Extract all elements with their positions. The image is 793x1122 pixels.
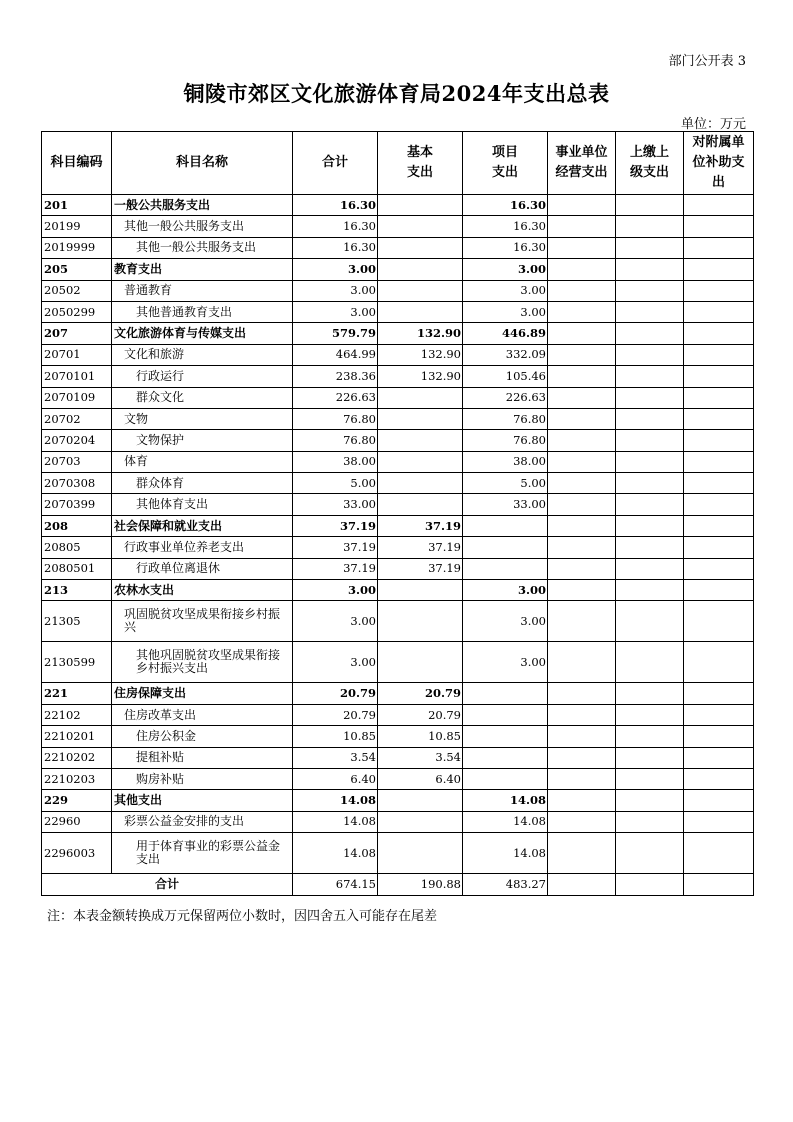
row-name: 住房公积金 — [112, 726, 293, 747]
row-subsidy — [684, 451, 754, 472]
row-project — [463, 683, 548, 704]
row-subsidy — [684, 430, 754, 451]
row-name: 其他支出 — [112, 790, 293, 811]
row-code: 2070204 — [42, 430, 112, 451]
row-code: 21305 — [42, 601, 112, 642]
row-project: 3.00 — [463, 580, 548, 601]
table-total-row — [42, 874, 754, 895]
row-subsidy — [684, 408, 754, 429]
row-code: 221 — [42, 683, 112, 704]
row-total: 20.79 — [293, 683, 378, 704]
row-upper — [616, 408, 684, 429]
row-enterprise — [548, 237, 616, 258]
row-enterprise — [548, 811, 616, 832]
row-total: 3.00 — [293, 642, 378, 683]
table-row — [42, 558, 754, 579]
row-project: 16.30 — [463, 216, 548, 237]
row-total: 6.40 — [293, 768, 378, 789]
row-enterprise — [548, 642, 616, 683]
row-basic — [378, 387, 463, 408]
row-subsidy — [684, 790, 754, 811]
table-row — [42, 683, 754, 704]
row-basic — [378, 408, 463, 429]
table-row — [42, 473, 754, 494]
row-total: 226.63 — [293, 387, 378, 408]
row-project — [463, 726, 548, 747]
row-upper — [616, 280, 684, 301]
footer-upper — [616, 874, 684, 895]
table-row — [42, 726, 754, 747]
row-basic — [378, 280, 463, 301]
row-subsidy — [684, 259, 754, 280]
row-project: 226.63 — [463, 387, 548, 408]
row-enterprise — [548, 747, 616, 768]
row-upper — [616, 344, 684, 365]
row-subsidy — [684, 558, 754, 579]
row-code: 2210202 — [42, 747, 112, 768]
row-upper — [616, 494, 684, 515]
table-row — [42, 195, 754, 216]
row-subsidy — [684, 580, 754, 601]
row-basic: 20.79 — [378, 704, 463, 725]
row-basic — [378, 216, 463, 237]
row-project: 3.00 — [463, 259, 548, 280]
row-basic — [378, 195, 463, 216]
table-row — [42, 451, 754, 472]
row-upper — [616, 642, 684, 683]
row-project — [463, 558, 548, 579]
table-row — [42, 704, 754, 725]
row-basic — [378, 237, 463, 258]
header-subsidy: 对附属单 位补助支 出 — [684, 132, 754, 195]
row-basic — [378, 301, 463, 322]
header-upper: 上缴上 级支出 — [616, 132, 684, 195]
row-name: 巩固脱贫攻坚成果衔接乡村振兴 — [112, 601, 293, 642]
footer-subsidy — [684, 874, 754, 895]
row-total: 579.79 — [293, 323, 378, 344]
row-basic — [378, 259, 463, 280]
row-name: 一般公共服务支出 — [112, 195, 293, 216]
row-subsidy — [684, 301, 754, 322]
table-row — [42, 366, 754, 387]
table-row — [42, 747, 754, 768]
row-project: 3.00 — [463, 301, 548, 322]
row-subsidy — [684, 537, 754, 558]
table-number-label: 部门公开表 3 — [668, 54, 746, 69]
row-subsidy — [684, 473, 754, 494]
table-row — [42, 790, 754, 811]
row-basic: 20.79 — [378, 683, 463, 704]
row-enterprise — [548, 726, 616, 747]
row-name: 文物 — [112, 408, 293, 429]
row-total: 3.00 — [293, 301, 378, 322]
row-enterprise — [548, 515, 616, 536]
row-name: 用于体育事业的彩票公益金支出 — [112, 833, 293, 874]
row-subsidy — [684, 366, 754, 387]
header-project: 项目 支出 — [463, 132, 548, 195]
row-total: 16.30 — [293, 216, 378, 237]
row-code: 22960 — [42, 811, 112, 832]
row-enterprise — [548, 366, 616, 387]
header-name: 科目名称 — [112, 132, 293, 195]
row-project: 14.08 — [463, 833, 548, 874]
row-basic — [378, 790, 463, 811]
row-enterprise — [548, 387, 616, 408]
row-code: 2050299 — [42, 301, 112, 322]
row-basic — [378, 642, 463, 683]
row-enterprise — [548, 408, 616, 429]
row-upper — [616, 237, 684, 258]
row-upper — [616, 704, 684, 725]
row-project: 33.00 — [463, 494, 548, 515]
table-row — [42, 408, 754, 429]
row-enterprise — [548, 301, 616, 322]
row-project: 76.80 — [463, 408, 548, 429]
row-name: 文化和旅游 — [112, 344, 293, 365]
row-name: 住房改革支出 — [112, 704, 293, 725]
row-name: 农林水支出 — [112, 580, 293, 601]
row-total: 76.80 — [293, 430, 378, 451]
row-subsidy — [684, 280, 754, 301]
table-row — [42, 344, 754, 365]
row-enterprise — [548, 280, 616, 301]
row-project: 16.30 — [463, 237, 548, 258]
header-code: 科目编码 — [42, 132, 112, 195]
row-enterprise — [548, 195, 616, 216]
row-total: 3.00 — [293, 280, 378, 301]
row-enterprise — [548, 558, 616, 579]
row-subsidy — [684, 323, 754, 344]
row-name: 群众文化 — [112, 387, 293, 408]
row-basic — [378, 580, 463, 601]
row-enterprise — [548, 833, 616, 874]
row-basic: 37.19 — [378, 537, 463, 558]
row-code: 2070308 — [42, 473, 112, 494]
row-upper — [616, 580, 684, 601]
row-name: 行政运行 — [112, 366, 293, 387]
row-name: 彩票公益金安排的支出 — [112, 811, 293, 832]
row-enterprise — [548, 430, 616, 451]
row-subsidy — [684, 601, 754, 642]
row-enterprise — [548, 494, 616, 515]
row-project: 3.00 — [463, 601, 548, 642]
row-name: 提租补贴 — [112, 747, 293, 768]
table-row — [42, 768, 754, 789]
row-total: 3.54 — [293, 747, 378, 768]
row-code: 207 — [42, 323, 112, 344]
table-row — [42, 216, 754, 237]
row-code: 205 — [42, 259, 112, 280]
row-upper — [616, 811, 684, 832]
row-subsidy — [684, 344, 754, 365]
row-basic: 132.90 — [378, 366, 463, 387]
row-code: 2130599 — [42, 642, 112, 683]
unit-label: 单位：万元 — [680, 117, 746, 132]
table-row — [42, 601, 754, 642]
row-project: 14.08 — [463, 811, 548, 832]
row-total: 16.30 — [293, 195, 378, 216]
row-upper — [616, 683, 684, 704]
row-subsidy — [684, 642, 754, 683]
row-project — [463, 537, 548, 558]
table-header-row — [42, 132, 754, 195]
row-basic — [378, 494, 463, 515]
row-subsidy — [684, 387, 754, 408]
row-basic: 6.40 — [378, 768, 463, 789]
row-enterprise — [548, 537, 616, 558]
row-enterprise — [548, 601, 616, 642]
row-name: 普通教育 — [112, 280, 293, 301]
row-subsidy — [684, 726, 754, 747]
row-project: 16.30 — [463, 195, 548, 216]
row-name: 购房补贴 — [112, 768, 293, 789]
row-basic — [378, 451, 463, 472]
table-row — [42, 301, 754, 322]
table-row — [42, 387, 754, 408]
expenditure-table — [41, 131, 754, 896]
row-code: 2210201 — [42, 726, 112, 747]
row-project — [463, 515, 548, 536]
row-subsidy — [684, 494, 754, 515]
footer-label: 合计 — [42, 874, 293, 895]
row-subsidy — [684, 811, 754, 832]
row-upper — [616, 473, 684, 494]
row-project: 3.00 — [463, 642, 548, 683]
row-code: 20702 — [42, 408, 112, 429]
row-code: 20805 — [42, 537, 112, 558]
header-basic: 基本 支出 — [378, 132, 463, 195]
row-subsidy — [684, 515, 754, 536]
row-upper — [616, 387, 684, 408]
row-code: 20703 — [42, 451, 112, 472]
row-name: 文化旅游体育与传媒支出 — [112, 323, 293, 344]
row-basic: 10.85 — [378, 726, 463, 747]
row-name: 其他一般公共服务支出 — [112, 237, 293, 258]
row-basic: 132.90 — [378, 344, 463, 365]
row-code: 2019999 — [42, 237, 112, 258]
row-upper — [616, 601, 684, 642]
row-upper — [616, 790, 684, 811]
row-name: 行政事业单位养老支出 — [112, 537, 293, 558]
row-enterprise — [548, 768, 616, 789]
row-project: 5.00 — [463, 473, 548, 494]
row-code: 2070109 — [42, 387, 112, 408]
row-code: 22102 — [42, 704, 112, 725]
row-subsidy — [684, 833, 754, 874]
row-total: 14.08 — [293, 833, 378, 874]
row-total: 37.19 — [293, 515, 378, 536]
row-enterprise — [548, 216, 616, 237]
row-project: 105.46 — [463, 366, 548, 387]
footer-basic: 190.88 — [378, 874, 463, 895]
row-upper — [616, 216, 684, 237]
row-total: 464.99 — [293, 344, 378, 365]
row-code: 2296003 — [42, 833, 112, 874]
row-name: 行政单位离退休 — [112, 558, 293, 579]
page-title: 铜陵市郊区文化旅游体育局2024年支出总表 — [183, 81, 610, 106]
row-project: 14.08 — [463, 790, 548, 811]
row-total: 20.79 — [293, 704, 378, 725]
row-name: 其他体育支出 — [112, 494, 293, 515]
row-name: 教育支出 — [112, 259, 293, 280]
row-subsidy — [684, 768, 754, 789]
row-enterprise — [548, 473, 616, 494]
table-row — [42, 537, 754, 558]
row-enterprise — [548, 704, 616, 725]
row-code: 20502 — [42, 280, 112, 301]
row-subsidy — [684, 747, 754, 768]
row-enterprise — [548, 790, 616, 811]
row-upper — [616, 195, 684, 216]
row-upper — [616, 259, 684, 280]
row-enterprise — [548, 580, 616, 601]
row-project: 3.00 — [463, 280, 548, 301]
row-name: 体育 — [112, 451, 293, 472]
row-upper — [616, 515, 684, 536]
table-row — [42, 580, 754, 601]
row-total: 76.80 — [293, 408, 378, 429]
footnote: 注：本表金额转换成万元保留两位小数时，因四舍五入可能存在尾差 — [47, 909, 438, 924]
row-code: 2070101 — [42, 366, 112, 387]
row-upper — [616, 747, 684, 768]
row-upper — [616, 833, 684, 874]
header-enterprise: 事业单位 经营支出 — [548, 132, 616, 195]
row-enterprise — [548, 451, 616, 472]
row-subsidy — [684, 237, 754, 258]
row-project — [463, 704, 548, 725]
row-upper — [616, 726, 684, 747]
row-upper — [616, 323, 684, 344]
row-project: 332.09 — [463, 344, 548, 365]
row-basic — [378, 473, 463, 494]
row-project: 446.89 — [463, 323, 548, 344]
row-total: 238.36 — [293, 366, 378, 387]
row-basic — [378, 601, 463, 642]
table-row — [42, 494, 754, 515]
row-code: 229 — [42, 790, 112, 811]
row-basic — [378, 811, 463, 832]
footer-project: 483.27 — [463, 874, 548, 895]
row-enterprise — [548, 323, 616, 344]
row-total: 3.00 — [293, 580, 378, 601]
row-enterprise — [548, 683, 616, 704]
row-total: 38.00 — [293, 451, 378, 472]
row-code: 201 — [42, 195, 112, 216]
row-basic: 37.19 — [378, 515, 463, 536]
row-code: 20199 — [42, 216, 112, 237]
row-subsidy — [684, 216, 754, 237]
row-upper — [616, 301, 684, 322]
row-name: 社会保障和就业支出 — [112, 515, 293, 536]
row-name: 其他巩固脱贫攻坚成果衔接乡村振兴支出 — [112, 642, 293, 683]
row-enterprise — [548, 259, 616, 280]
footer-total: 674.15 — [293, 874, 378, 895]
row-upper — [616, 768, 684, 789]
row-name: 住房保障支出 — [112, 683, 293, 704]
footer-enterprise — [548, 874, 616, 895]
row-project: 38.00 — [463, 451, 548, 472]
table-row — [42, 833, 754, 874]
row-basic — [378, 430, 463, 451]
row-total: 33.00 — [293, 494, 378, 515]
row-total: 3.00 — [293, 259, 378, 280]
table-row — [42, 811, 754, 832]
row-project — [463, 747, 548, 768]
row-upper — [616, 537, 684, 558]
table-row — [42, 430, 754, 451]
row-basic: 37.19 — [378, 558, 463, 579]
table-row — [42, 237, 754, 258]
row-total: 5.00 — [293, 473, 378, 494]
header-total: 合计 — [293, 132, 378, 195]
row-code: 2080501 — [42, 558, 112, 579]
row-upper — [616, 451, 684, 472]
row-code: 20701 — [42, 344, 112, 365]
row-total: 14.08 — [293, 811, 378, 832]
row-enterprise — [548, 344, 616, 365]
row-subsidy — [684, 195, 754, 216]
table-row — [42, 280, 754, 301]
row-name: 其他一般公共服务支出 — [112, 216, 293, 237]
row-basic: 3.54 — [378, 747, 463, 768]
row-total: 37.19 — [293, 537, 378, 558]
table-row — [42, 515, 754, 536]
table-row — [42, 642, 754, 683]
table-row — [42, 259, 754, 280]
row-name: 文物保护 — [112, 430, 293, 451]
row-total: 10.85 — [293, 726, 378, 747]
row-total: 37.19 — [293, 558, 378, 579]
row-total: 14.08 — [293, 790, 378, 811]
row-basic: 132.90 — [378, 323, 463, 344]
row-name: 其他普通教育支出 — [112, 301, 293, 322]
row-total: 3.00 — [293, 601, 378, 642]
row-code: 2070399 — [42, 494, 112, 515]
row-subsidy — [684, 704, 754, 725]
row-upper — [616, 558, 684, 579]
table-row — [42, 323, 754, 344]
row-total: 16.30 — [293, 237, 378, 258]
row-project — [463, 768, 548, 789]
row-upper — [616, 366, 684, 387]
row-upper — [616, 430, 684, 451]
row-code: 213 — [42, 580, 112, 601]
row-project: 76.80 — [463, 430, 548, 451]
row-subsidy — [684, 683, 754, 704]
row-basic — [378, 833, 463, 874]
row-code: 2210203 — [42, 768, 112, 789]
row-name: 群众体育 — [112, 473, 293, 494]
row-code: 208 — [42, 515, 112, 536]
